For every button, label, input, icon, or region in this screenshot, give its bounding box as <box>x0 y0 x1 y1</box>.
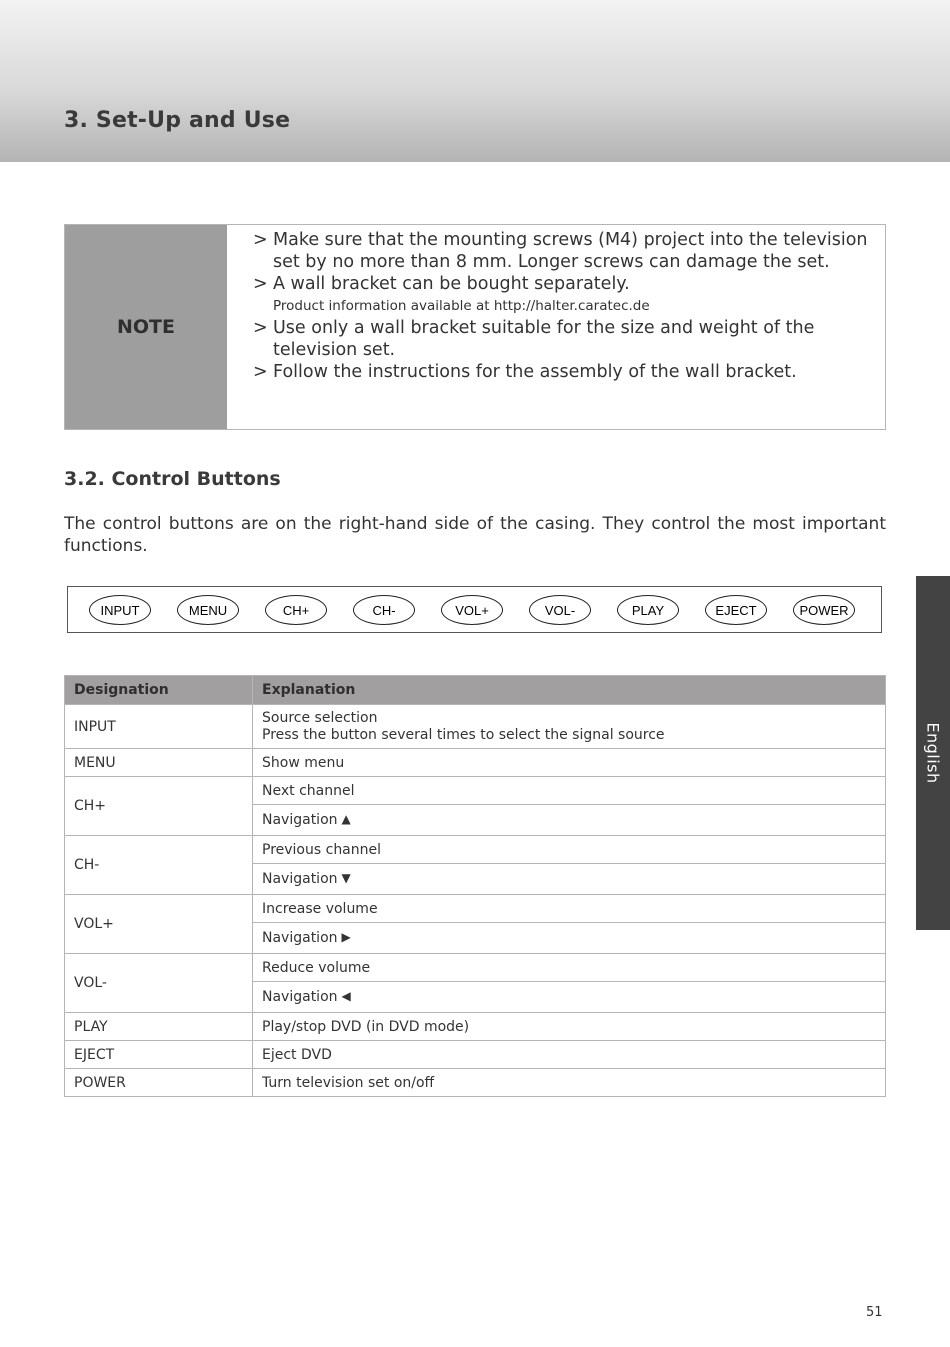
triangle-down-icon: ▼ <box>341 871 351 885</box>
table-row <box>65 836 886 864</box>
note-text: Use only a wall bracket suitable for the size and weight of the television set. <box>273 318 815 360</box>
explanation-cell: Increase volume <box>253 895 886 923</box>
ch-minus-button-illustration: CH- <box>353 595 415 625</box>
section-title: 3.2. Control Buttons <box>64 468 281 490</box>
explanation-cell <box>253 864 886 895</box>
designation-cell: POWER <box>65 1069 253 1097</box>
vol-minus-button-illustration: VOL- <box>529 595 591 625</box>
page-header <box>0 0 950 162</box>
note-arrow: > <box>253 362 268 382</box>
note-item <box>253 361 879 383</box>
note-item <box>253 317 879 361</box>
input-button-illustration: INPUT <box>89 595 151 625</box>
table-row <box>65 895 886 923</box>
table-row <box>65 777 886 805</box>
table-row <box>65 1041 886 1069</box>
play-button-illustration: PLAY <box>617 595 679 625</box>
explanation-cell <box>253 923 886 954</box>
note-body <box>227 225 885 429</box>
note-text: A wall bracket can be bought separately. <box>273 274 630 294</box>
eject-button-illustration: EJECT <box>705 595 767 625</box>
explanation-cell <box>253 805 886 836</box>
designation-cell: VOL+ <box>65 895 253 954</box>
chapter-title: 3. Set-Up and Use <box>64 108 291 133</box>
triangle-left-icon: ◀ <box>341 989 351 1003</box>
triangle-up-icon: ▲ <box>341 812 351 826</box>
explanation-line: Press the button several times to select the signal source <box>262 727 665 743</box>
power-button-illustration: POWER <box>793 595 855 625</box>
control-buttons-table <box>64 675 886 1097</box>
menu-button-illustration: MENU <box>177 595 239 625</box>
designation-cell: VOL- <box>65 954 253 1013</box>
explanation-cell: Reduce volume <box>253 954 886 982</box>
note-item <box>253 229 879 273</box>
navigation-label: Navigation <box>262 989 338 1005</box>
note-product-info: Product information available at http://halter.caratec.de <box>273 298 650 314</box>
note-item <box>253 273 879 295</box>
explanation-header: Explanation <box>253 676 886 705</box>
note-label: NOTE <box>65 225 227 429</box>
page-number: 51 <box>866 1305 883 1320</box>
intro-paragraph: The control buttons are on the right-hand side of the casing. They control the most important functions. <box>64 514 886 556</box>
designation-cell: MENU <box>65 749 253 777</box>
designation-cell: CH- <box>65 836 253 895</box>
note-arrow: > <box>253 274 268 294</box>
note-arrow: > <box>253 318 268 338</box>
navigation-label: Navigation <box>262 930 338 946</box>
language-side-tab <box>916 576 950 930</box>
navigation-label: Navigation <box>262 812 338 828</box>
explanation-cell <box>253 982 886 1013</box>
explanation-cell: Eject DVD <box>253 1041 886 1069</box>
explanation-cell: Previous channel <box>253 836 886 864</box>
designation-header: Designation <box>65 676 253 705</box>
note-box <box>64 224 886 430</box>
explanation-cell: Turn television set on/off <box>253 1069 886 1097</box>
table-row <box>65 1069 886 1097</box>
note-text: Follow the instructions for the assembly of the wall bracket. <box>273 362 797 382</box>
table-row <box>65 705 886 749</box>
designation-cell: CH+ <box>65 777 253 836</box>
triangle-right-icon: ▶ <box>341 930 351 944</box>
table-header-row <box>65 676 886 705</box>
explanation-cell: Next channel <box>253 777 886 805</box>
table-row <box>65 1013 886 1041</box>
designation-cell: PLAY <box>65 1013 253 1041</box>
table-row <box>65 749 886 777</box>
designation-cell: EJECT <box>65 1041 253 1069</box>
navigation-label: Navigation <box>262 871 338 887</box>
explanation-cell: Play/stop DVD (in DVD mode) <box>253 1013 886 1041</box>
table-row <box>65 954 886 982</box>
explanation-line: Source selection <box>262 710 378 726</box>
explanation-cell <box>253 705 886 749</box>
vol-plus-button-illustration: VOL+ <box>441 595 503 625</box>
designation-cell: INPUT <box>65 705 253 749</box>
control-button-strip <box>67 586 882 633</box>
note-arrow: > <box>253 230 268 250</box>
ch-plus-button-illustration: CH+ <box>265 595 327 625</box>
language-label: English <box>923 722 943 784</box>
explanation-cell: Show menu <box>253 749 886 777</box>
note-text: Make sure that the mounting screws (M4) project into the television set by no more than 8 mm. Longer screws can damage the set. <box>273 230 868 272</box>
